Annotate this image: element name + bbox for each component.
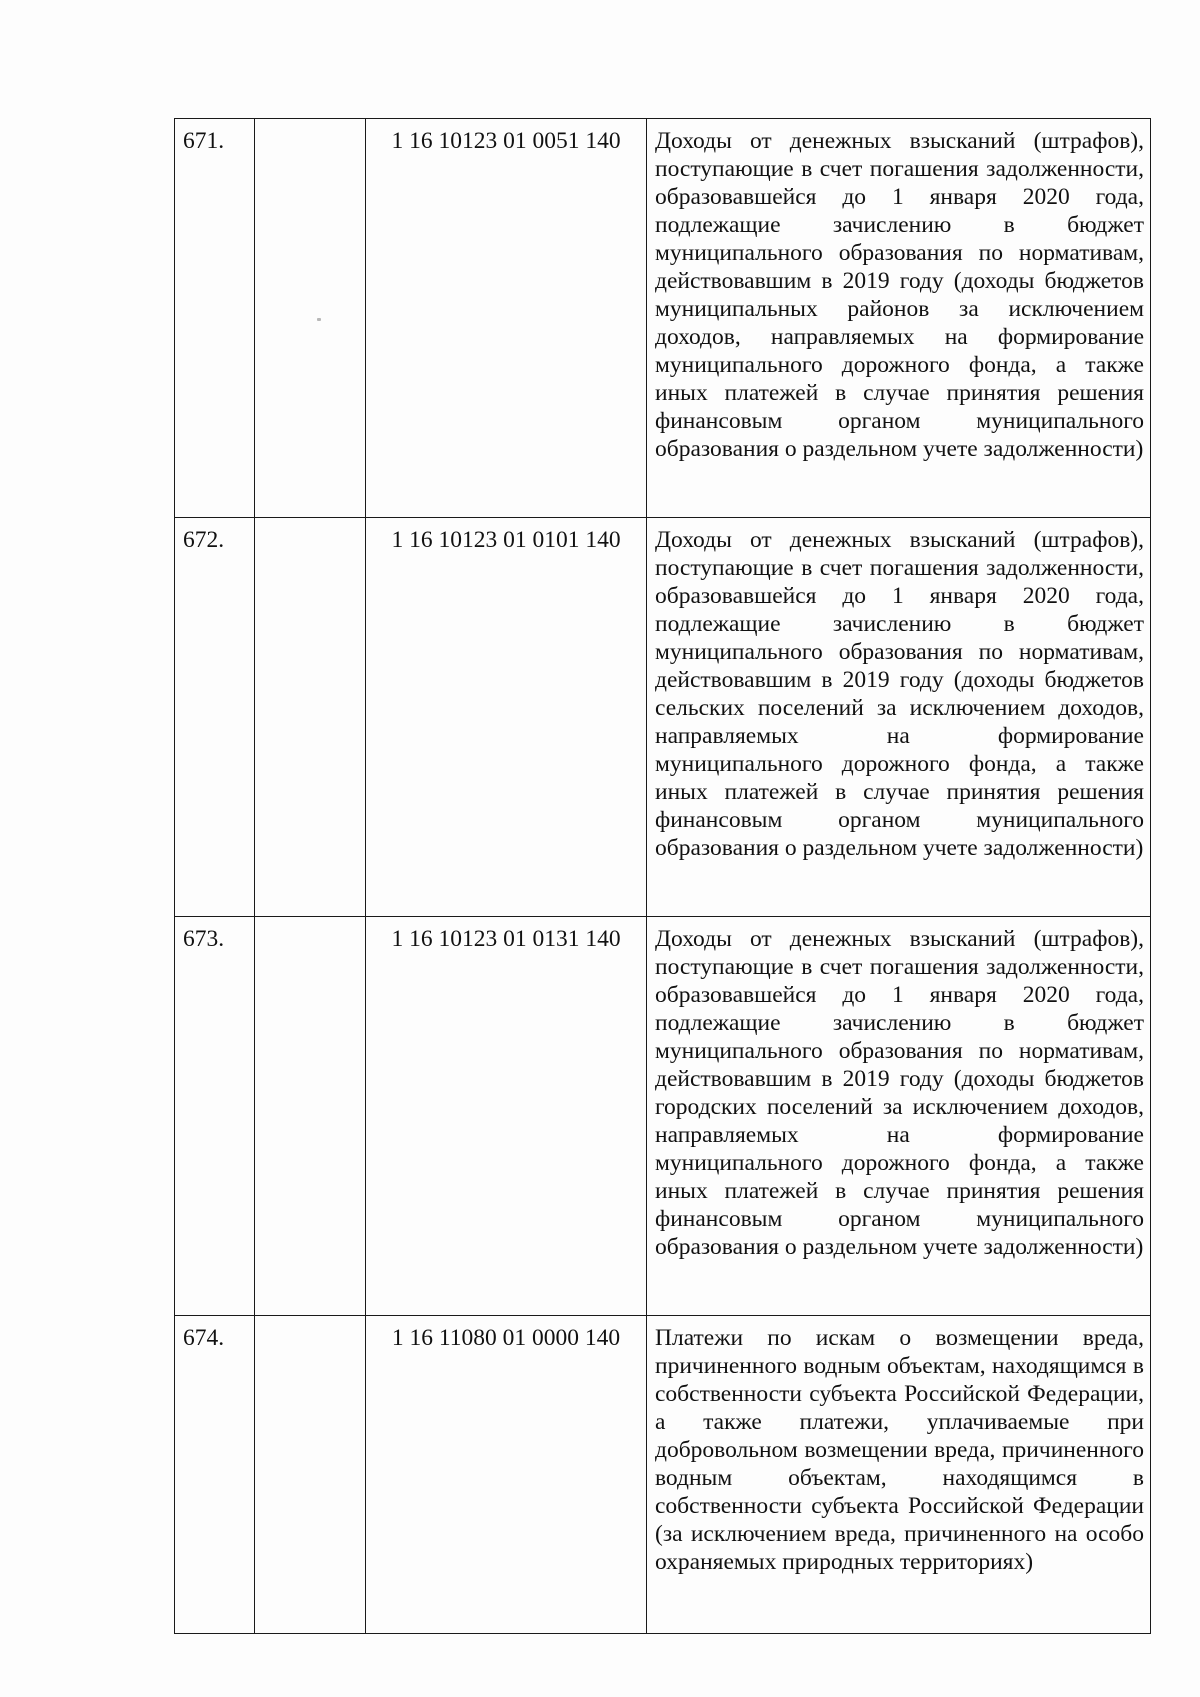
row-number: 672.: [175, 518, 255, 917]
table-row: [175, 518, 1151, 917]
revenue-description: Платежи по искам о возмещении вреда, причиненного водным объектам, находящимся в собственности субъекта Российской Федерации, а также платежи, уплачиваемые при добровольном возмещении вреда, причиненного водным объектам, находящимся в собственности субъекта Российской Федерации (за исключением вреда, причиненного на особо охраняемых природных территориях): [647, 1316, 1151, 1634]
admin-code-cell: [255, 518, 366, 917]
revenue-description: Доходы от денежных взысканий (штрафов), поступающие в счет погашения задолженности, образовавшейся до 1 января 2020 года, подлежащие зачислению в бюджет муниципального образования по нормативам, действовавшим в 2019 году (доходы бюджетов городских поселений за исключением доходов, направляемых на формирование муниципального дорожного фонда, а также иных платежей в случае принятия решения финансовым органом муниципального образования о раздельном учете задолженности): [647, 917, 1151, 1316]
budget-classification-code: 1 16 10123 01 0101 140: [366, 518, 647, 917]
admin-code-cell: [255, 917, 366, 1316]
row-number: 673.: [175, 917, 255, 1316]
scan-speck: [317, 318, 321, 321]
admin-code-cell: [255, 119, 366, 518]
row-number: 671.: [175, 119, 255, 518]
budget-classification-code: 1 16 11080 01 0000 140: [366, 1316, 647, 1634]
revenue-description: Доходы от денежных взысканий (штрафов), поступающие в счет погашения задолженности, образовавшейся до 1 января 2020 года, подлежащие зачислению в бюджет муниципального образования по нормативам, действовавшим в 2019 году (доходы бюджетов муниципальных районов за исключением доходов, направляемых на формирование муниципального дорожного фонда, а также иных платежей в случае принятия решения финансовым органом муниципального образования о раздельном учете задолженности): [647, 119, 1151, 518]
table-row: [175, 917, 1151, 1316]
row-number: 674.: [175, 1316, 255, 1634]
budget-revenue-table: [174, 118, 1151, 1634]
budget-classification-code: 1 16 10123 01 0051 140: [366, 119, 647, 518]
budget-classification-code: 1 16 10123 01 0131 140: [366, 917, 647, 1316]
admin-code-cell: [255, 1316, 366, 1634]
table-row: [175, 1316, 1151, 1634]
revenue-description: Доходы от денежных взысканий (штрафов), поступающие в счет погашения задолженности, образовавшейся до 1 января 2020 года, подлежащие зачислению в бюджет муниципального образования по нормативам, действовавшим в 2019 году (доходы бюджетов сельских поселений за исключением доходов, направляемых на формирование муниципального дорожного фонда, а также иных платежей в случае принятия решения финансовым органом муниципального образования о раздельном учете задолженности): [647, 518, 1151, 917]
